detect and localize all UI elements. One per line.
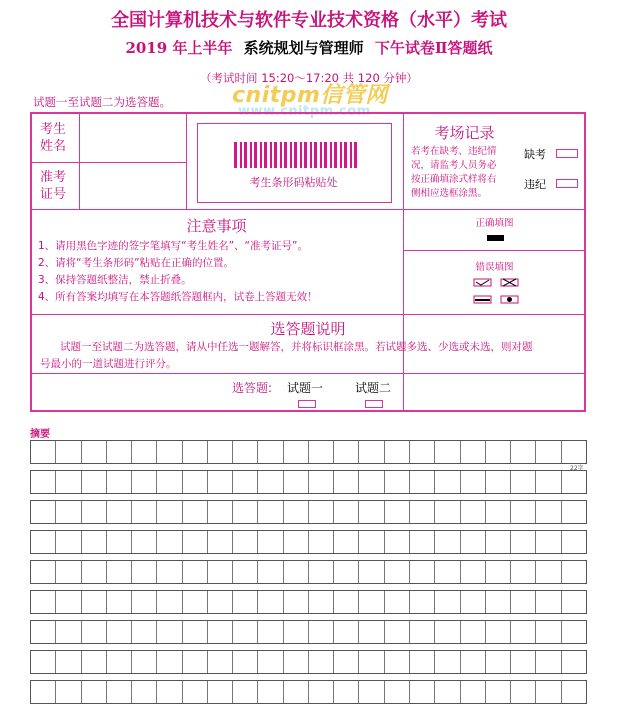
grid-cell[interactable] [132, 441, 157, 463]
grid-cell[interactable] [233, 501, 258, 523]
grid-cell[interactable] [359, 471, 384, 493]
grid-cell[interactable] [31, 531, 56, 553]
notice-list [38, 238, 318, 306]
grid-cell[interactable] [132, 681, 157, 703]
grid-cell[interactable] [385, 471, 410, 493]
grid-cell[interactable] [410, 441, 435, 463]
grid-cell[interactable] [107, 681, 132, 703]
grid-cell[interactable] [309, 501, 334, 523]
id-label-line2: 证号 [40, 187, 67, 202]
grid-cell[interactable] [435, 471, 460, 493]
violation-label: 违纪 [524, 178, 546, 191]
grid-cell[interactable] [82, 471, 107, 493]
grid-cell[interactable] [208, 591, 233, 613]
grid-cell[interactable] [157, 591, 182, 613]
grid-cell[interactable] [132, 591, 157, 613]
grid-cell[interactable] [511, 621, 536, 643]
grid-cell[interactable] [536, 501, 561, 523]
grid-cell[interactable] [107, 621, 132, 643]
exam-title: 全国计算机技术与软件专业技术资格（水平）考试 [111, 10, 507, 31]
grid-cell[interactable] [486, 441, 511, 463]
grid-cell[interactable] [359, 501, 384, 523]
grid-cell[interactable] [410, 531, 435, 553]
grid-cell[interactable] [334, 501, 359, 523]
selection-text-line: 号最小的一道试题进行评分。 [40, 358, 177, 370]
grid-cell[interactable] [208, 501, 233, 523]
grid-cell[interactable] [334, 621, 359, 643]
grid-cell[interactable] [461, 561, 486, 583]
grid-cell[interactable] [107, 441, 132, 463]
grid-cell[interactable] [82, 531, 107, 553]
grid-cell[interactable] [309, 591, 334, 613]
name-label-line1: 考生 [40, 122, 67, 137]
grid-cell[interactable] [56, 471, 81, 493]
grid-cell[interactable] [82, 591, 107, 613]
writing-grid[interactable] [30, 440, 587, 690]
grid-cell[interactable] [157, 651, 182, 673]
grid-cell[interactable] [183, 441, 208, 463]
grid-cell[interactable] [435, 501, 460, 523]
grid-cell[interactable] [208, 471, 233, 493]
grid-cell[interactable] [536, 531, 561, 553]
grid-cell[interactable] [461, 441, 486, 463]
grid-row[interactable] [30, 470, 587, 494]
grid-cell[interactable] [511, 531, 536, 553]
grid-cell[interactable] [233, 681, 258, 703]
correct-fill-label: 正确填图 [475, 218, 514, 229]
exam-record-text [411, 145, 497, 201]
grid-cell[interactable] [258, 651, 283, 673]
grid-cell[interactable] [334, 531, 359, 553]
notice-item: 3、保持答题纸整洁，禁止折叠。 [38, 274, 192, 286]
grid-cell[interactable] [82, 501, 107, 523]
grid-cell[interactable] [536, 471, 561, 493]
grid-row[interactable] [30, 500, 587, 524]
grid-cell[interactable] [157, 681, 182, 703]
option2-label: 试题二 [355, 381, 392, 395]
grid-row[interactable] [30, 680, 587, 704]
grid-cell[interactable] [56, 561, 81, 583]
grid-cell[interactable] [208, 531, 233, 553]
grid-cell[interactable] [132, 651, 157, 673]
grid-cell[interactable] [461, 471, 486, 493]
grid-cell[interactable] [258, 681, 283, 703]
grid-cell[interactable] [107, 531, 132, 553]
grid-cell[interactable] [82, 681, 107, 703]
grid-cell[interactable] [309, 561, 334, 583]
grid-cell[interactable] [309, 681, 334, 703]
grid-cell[interactable] [435, 621, 460, 643]
grid-cell[interactable] [385, 561, 410, 583]
grid-cell[interactable] [233, 591, 258, 613]
notice-item: 4、所有答案均填写在本答题纸答题框内，试卷上答题无效！ [38, 291, 318, 303]
absent-label: 缺考 [524, 148, 546, 161]
grid-cell[interactable] [82, 651, 107, 673]
grid-cell[interactable] [132, 621, 157, 643]
grid-cell[interactable] [56, 591, 81, 613]
grid-cell[interactable] [31, 471, 56, 493]
grid-cell[interactable] [562, 531, 586, 553]
grid-cell[interactable] [183, 501, 208, 523]
grid-cell[interactable] [435, 561, 460, 583]
grid-cell[interactable] [82, 561, 107, 583]
grid-cell[interactable] [486, 621, 511, 643]
word-counter: 22字 [570, 465, 584, 472]
name-label [40, 121, 66, 155]
grid-cell[interactable] [31, 681, 56, 703]
grid-cell[interactable] [435, 681, 460, 703]
grid-row[interactable] [30, 650, 587, 674]
grid-cell[interactable] [208, 651, 233, 673]
grid-cell[interactable] [511, 651, 536, 673]
grid-cell[interactable] [309, 471, 334, 493]
exam-time: （考试时间 15:20～17:20 共 120 分钟） [200, 71, 418, 85]
wrong-fill-check-mark [476, 280, 489, 285]
divider [30, 373, 586, 374]
grid-row[interactable] [30, 560, 587, 584]
grid-cell[interactable] [410, 621, 435, 643]
watermark-url: www.cnitpm.com [238, 104, 371, 119]
grid-cell[interactable] [56, 621, 81, 643]
grid-cell[interactable] [284, 531, 309, 553]
grid-cell[interactable] [536, 561, 561, 583]
record-text-line: 况，请监考人员务必 [411, 160, 497, 171]
grid-cell[interactable] [359, 681, 384, 703]
option1-label: 试题一 [287, 381, 324, 395]
grid-cell[interactable] [107, 591, 132, 613]
grid-cell[interactable] [284, 621, 309, 643]
barcode-icon [234, 142, 358, 168]
grid-cell[interactable] [107, 501, 132, 523]
grid-cell[interactable] [359, 561, 384, 583]
exam-subject: 系统规划与管理师 [243, 39, 364, 57]
grid-cell[interactable] [461, 681, 486, 703]
record-text-line: 按正确填涂式样将右 [411, 174, 497, 185]
grid-cell[interactable] [334, 471, 359, 493]
grid-cell[interactable] [486, 591, 511, 613]
notice-title: 注意事项 [186, 217, 247, 235]
grid-cell[interactable] [562, 651, 586, 673]
barcode-label: 考生条形码粘贴处 [249, 176, 338, 189]
grid-cell[interactable] [208, 681, 233, 703]
grid-cell[interactable] [258, 591, 283, 613]
grid-cell[interactable] [334, 651, 359, 673]
grid-cell[interactable] [107, 651, 132, 673]
grid-cell[interactable] [385, 441, 410, 463]
grid-cell[interactable] [461, 651, 486, 673]
grid-cell[interactable] [157, 441, 182, 463]
id-label [40, 169, 66, 203]
grid-cell[interactable] [31, 561, 56, 583]
grid-cell[interactable] [56, 651, 81, 673]
notice-item: 1、请用黑色字迹的签字笔填写“考生姓名”、“准考证号”。 [38, 240, 308, 252]
grid-cell[interactable] [284, 471, 309, 493]
grid-cell[interactable] [258, 531, 283, 553]
grid-cell[interactable] [258, 441, 283, 463]
grid-cell[interactable] [183, 471, 208, 493]
grid-cell[interactable] [56, 531, 81, 553]
grid-cell[interactable] [486, 561, 511, 583]
grid-cell[interactable] [183, 621, 208, 643]
grid-cell[interactable] [461, 501, 486, 523]
grid-cell[interactable] [385, 591, 410, 613]
option2-checkbox[interactable] [365, 400, 383, 408]
grid-cell[interactable] [410, 561, 435, 583]
grid-cell[interactable] [334, 561, 359, 583]
grid-cell[interactable] [562, 471, 586, 493]
grid-cell[interactable] [132, 561, 157, 583]
grid-cell[interactable] [284, 561, 309, 583]
grid-cell[interactable] [385, 681, 410, 703]
grid-cell[interactable] [56, 441, 81, 463]
grid-cell[interactable] [435, 651, 460, 673]
grid-cell[interactable] [410, 651, 435, 673]
grid-cell[interactable] [157, 561, 182, 583]
abstract-label: 摘要 [30, 429, 50, 440]
name-field[interactable] [79, 112, 187, 163]
grid-cell[interactable] [233, 561, 258, 583]
grid-cell[interactable] [157, 621, 182, 643]
grid-cell[interactable] [183, 561, 208, 583]
grid-cell[interactable] [562, 561, 586, 583]
grid-cell[interactable] [511, 681, 536, 703]
grid-cell[interactable] [435, 591, 460, 613]
wrong-fill-dot-mark [507, 297, 512, 302]
grid-cell[interactable] [132, 471, 157, 493]
grid-cell[interactable] [385, 621, 410, 643]
grid-cell[interactable] [410, 591, 435, 613]
watermark-brand: cnitpm信管网 [232, 83, 388, 108]
grid-cell[interactable] [82, 621, 107, 643]
grid-cell[interactable] [284, 441, 309, 463]
grid-cell[interactable] [385, 651, 410, 673]
paper-name: 下午试卷Ⅱ答题纸 [374, 39, 493, 57]
exam-record-title: 考场记录 [434, 124, 495, 142]
grid-cell[interactable] [284, 681, 309, 703]
grid-cell[interactable] [56, 681, 81, 703]
grid-cell[interactable] [536, 591, 561, 613]
grid-cell[interactable] [410, 681, 435, 703]
grid-cell[interactable] [258, 501, 283, 523]
grid-cell[interactable] [284, 591, 309, 613]
grid-cell[interactable] [157, 471, 182, 493]
grid-cell[interactable] [208, 441, 233, 463]
grid-cell[interactable] [208, 621, 233, 643]
grid-cell[interactable] [511, 561, 536, 583]
grid-cell[interactable] [309, 651, 334, 673]
grid-cell[interactable] [284, 501, 309, 523]
grid-cell[interactable] [511, 441, 536, 463]
grid-cell[interactable] [536, 681, 561, 703]
grid-cell[interactable] [562, 681, 586, 703]
grid-cell[interactable] [107, 471, 132, 493]
grid-cell[interactable] [82, 441, 107, 463]
grid-cell[interactable] [309, 621, 334, 643]
grid-row[interactable] [30, 590, 587, 614]
grid-cell[interactable] [486, 651, 511, 673]
grid-cell[interactable] [31, 441, 56, 463]
grid-cell[interactable] [233, 621, 258, 643]
grid-cell[interactable] [284, 651, 309, 673]
grid-cell[interactable] [562, 501, 586, 523]
grid-cell[interactable] [258, 561, 283, 583]
grid-cell[interactable] [31, 621, 56, 643]
grid-cell[interactable] [511, 501, 536, 523]
grid-cell[interactable] [536, 651, 561, 673]
grid-cell[interactable] [258, 621, 283, 643]
grid-cell[interactable] [233, 531, 258, 553]
exam-session: 2019 年上半年 [125, 39, 233, 57]
grid-cell[interactable] [385, 531, 410, 553]
grid-cell[interactable] [56, 501, 81, 523]
grid-cell[interactable] [385, 501, 410, 523]
grid-cell[interactable] [486, 471, 511, 493]
selection-text [40, 339, 585, 373]
grid-cell[interactable] [410, 471, 435, 493]
grid-cell[interactable] [562, 441, 586, 463]
grid-cell[interactable] [536, 621, 561, 643]
grid-cell[interactable] [208, 561, 233, 583]
selection-instruction: 试题一至试题二为选答题。 [33, 95, 171, 109]
grid-cell[interactable] [157, 531, 182, 553]
grid-row[interactable] [30, 620, 587, 644]
grid-cell[interactable] [334, 441, 359, 463]
grid-cell[interactable] [309, 441, 334, 463]
selection-title: 选答题说明 [270, 320, 346, 338]
grid-row[interactable] [30, 440, 587, 464]
correct-fill-icon [487, 235, 504, 241]
grid-cell[interactable] [536, 441, 561, 463]
grid-cell[interactable] [461, 621, 486, 643]
grid-cell[interactable] [233, 441, 258, 463]
grid-cell[interactable] [410, 501, 435, 523]
id-field[interactable] [79, 162, 187, 209]
grid-cell[interactable] [183, 681, 208, 703]
divider [30, 314, 586, 315]
grid-cell[interactable] [157, 501, 182, 523]
grid-cell[interactable] [511, 591, 536, 613]
selection-text-line: 试题一至试题二为选答题，请从中任选一题解答，并将标识框涂黑。若试题多选、少选或未选，则对题 [60, 341, 533, 353]
grid-cell[interactable] [309, 531, 334, 553]
grid-cell[interactable] [435, 531, 460, 553]
grid-cell[interactable] [31, 501, 56, 523]
grid-cell[interactable] [359, 651, 384, 673]
grid-cell[interactable] [486, 501, 511, 523]
name-label-line2: 姓名 [40, 139, 67, 154]
grid-row[interactable] [30, 530, 587, 554]
grid-cell[interactable] [258, 471, 283, 493]
divider [403, 250, 586, 251]
absent-checkbox[interactable] [556, 149, 578, 158]
grid-cell[interactable] [334, 681, 359, 703]
grid-cell[interactable] [31, 651, 56, 673]
grid-cell[interactable] [183, 651, 208, 673]
record-text-line: 若考在缺考、违纪情 [411, 146, 497, 157]
record-text-line: 侧相应选框涂黑。 [411, 188, 488, 199]
grid-cell[interactable] [461, 591, 486, 613]
grid-cell[interactable] [107, 561, 132, 583]
grid-cell[interactable] [359, 621, 384, 643]
grid-cell[interactable] [359, 591, 384, 613]
grid-cell[interactable] [31, 591, 56, 613]
divider [30, 209, 586, 210]
grid-cell[interactable] [132, 501, 157, 523]
violation-checkbox[interactable] [556, 179, 578, 188]
grid-cell[interactable] [511, 471, 536, 493]
grid-cell[interactable] [562, 621, 586, 643]
grid-cell[interactable] [132, 531, 157, 553]
choose-label: 选答题: [232, 381, 273, 395]
grid-cell[interactable] [183, 591, 208, 613]
grid-cell[interactable] [233, 651, 258, 673]
grid-cell[interactable] [359, 441, 384, 463]
grid-cell[interactable] [435, 441, 460, 463]
grid-cell[interactable] [183, 531, 208, 553]
wrong-fill-label: 错误填图 [475, 262, 514, 273]
grid-cell[interactable] [461, 531, 486, 553]
grid-cell[interactable] [359, 531, 384, 553]
grid-cell[interactable] [486, 681, 511, 703]
notice-item: 2、请将“考生条形码”粘贴在正确的位置。 [38, 257, 235, 269]
grid-cell[interactable] [562, 591, 586, 613]
grid-cell[interactable] [233, 471, 258, 493]
option1-checkbox[interactable] [298, 400, 316, 408]
grid-cell[interactable] [486, 531, 511, 553]
paper-subtitle [0, 37, 618, 58]
id-label-line1: 准考 [40, 170, 67, 185]
grid-cell[interactable] [334, 591, 359, 613]
wrong-fill-icons [470, 276, 522, 306]
